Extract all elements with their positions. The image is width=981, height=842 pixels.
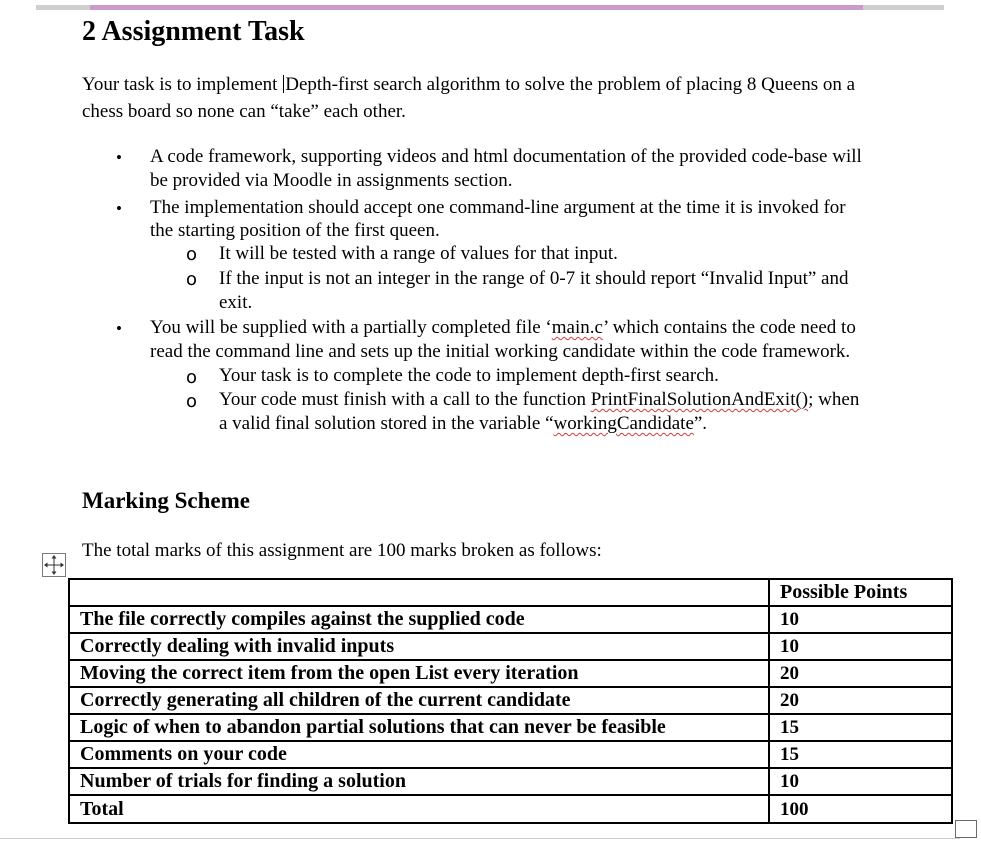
table-move-handle[interactable] xyxy=(42,553,66,577)
table-row xyxy=(69,633,952,660)
bullet-marker: • xyxy=(116,199,122,218)
table-cell: Comments on your code xyxy=(69,741,769,768)
sub-bullet-marker: o xyxy=(186,367,198,388)
table-total-row xyxy=(69,795,952,823)
bullet-3-sub-1: Your task is to complete the code to implement depth-first search. xyxy=(219,365,719,386)
sub-bullet-marker: o xyxy=(186,269,198,290)
sub-bullet-marker: o xyxy=(186,391,198,412)
table-cell xyxy=(69,579,769,606)
table-header-row xyxy=(69,579,952,606)
bullet-1-line-2: be provided via Moodle in assignments section. xyxy=(150,170,513,191)
table-cell: 20 xyxy=(769,660,952,687)
marking-table xyxy=(68,578,953,824)
table-cell: 10 xyxy=(769,606,952,633)
table-row xyxy=(69,687,952,714)
marking-scheme-heading: Marking Scheme xyxy=(82,488,251,513)
bullet-3-sub-2-line-1: Your code must finish with a call to the function PrintFinalSolutionAndExit(); when xyxy=(219,389,860,410)
bullet-2-sub-2-line-2: exit. xyxy=(219,292,253,313)
bullet-1-line-1: A code framework, supporting videos and html documentation of the provided code-base will xyxy=(150,146,862,167)
table-row xyxy=(69,768,952,795)
spellcheck-word: main.c xyxy=(551,317,603,338)
bullet-2-line-1: The implementation should accept one command-line argument at the time it is invoked for xyxy=(150,197,846,218)
table-cell: 10 xyxy=(769,768,952,795)
table-cell: 20 xyxy=(769,687,952,714)
bullet-marker: • xyxy=(116,148,122,167)
intro-line-1: Your task is to implement Depth-first search algorithm to solve the problem of placing 8 Queens on a xyxy=(82,74,856,95)
table-row xyxy=(69,660,952,687)
bullet-3-line-2: read the command line and sets up the initial working candidate within the code framework. xyxy=(150,341,851,362)
table-cell: 10 xyxy=(769,633,952,660)
table-cell: Moving the correct item from the open List every iteration xyxy=(69,660,769,687)
table-cell: 15 xyxy=(769,714,952,741)
table-row xyxy=(69,714,952,741)
table-cell: Logic of when to abandon partial solutions that can never be feasible xyxy=(69,714,769,741)
sub-bullet-marker: o xyxy=(186,244,198,265)
section-heading: 2 Assignment Task xyxy=(82,16,305,47)
table-row xyxy=(69,741,952,768)
table-resize-handle[interactable] xyxy=(955,820,977,838)
spellcheck-word: workingCandidate xyxy=(553,413,694,434)
table-cell: 15 xyxy=(769,741,952,768)
table-cell: Correctly dealing with invalid inputs xyxy=(69,633,769,660)
page-accent-rule xyxy=(90,5,863,10)
marking-intro: The total marks of this assignment are 100 marks broken as follows: xyxy=(82,540,602,561)
table-row xyxy=(69,606,952,633)
page-bottom-rule xyxy=(0,838,960,839)
bullet-2-sub-2-line-1: If the input is not an integer in the range of 0-7 it should report “Invalid Input” and xyxy=(219,268,849,289)
intro-line-2: chess board so none can “take” each other. xyxy=(82,101,406,122)
table-cell: Possible Points xyxy=(769,579,952,606)
spellcheck-word: PrintFinalSolutionAndExit() xyxy=(590,389,809,410)
bullet-3-sub-2-line-2: a valid final solution stored in the variable “workingCandidate”. xyxy=(219,413,708,434)
table-cell: 100 xyxy=(769,795,952,823)
table-cell: Correctly generating all children of the current candidate xyxy=(69,687,769,714)
bullet-2-line-2: the starting position of the first queen. xyxy=(150,220,440,241)
bullet-3-line-1: You will be supplied with a partially completed file ‘main.c’ which contains the code need to xyxy=(150,317,856,338)
move-cross-icon xyxy=(43,554,65,576)
table-cell: Total xyxy=(69,795,769,823)
table-cell: Number of trials for finding a solution xyxy=(69,768,769,795)
bullet-2-sub-1: It will be tested with a range of values for that input. xyxy=(219,243,618,264)
table-cell: The file correctly compiles against the supplied code xyxy=(69,606,769,633)
bullet-marker: • xyxy=(116,319,122,338)
